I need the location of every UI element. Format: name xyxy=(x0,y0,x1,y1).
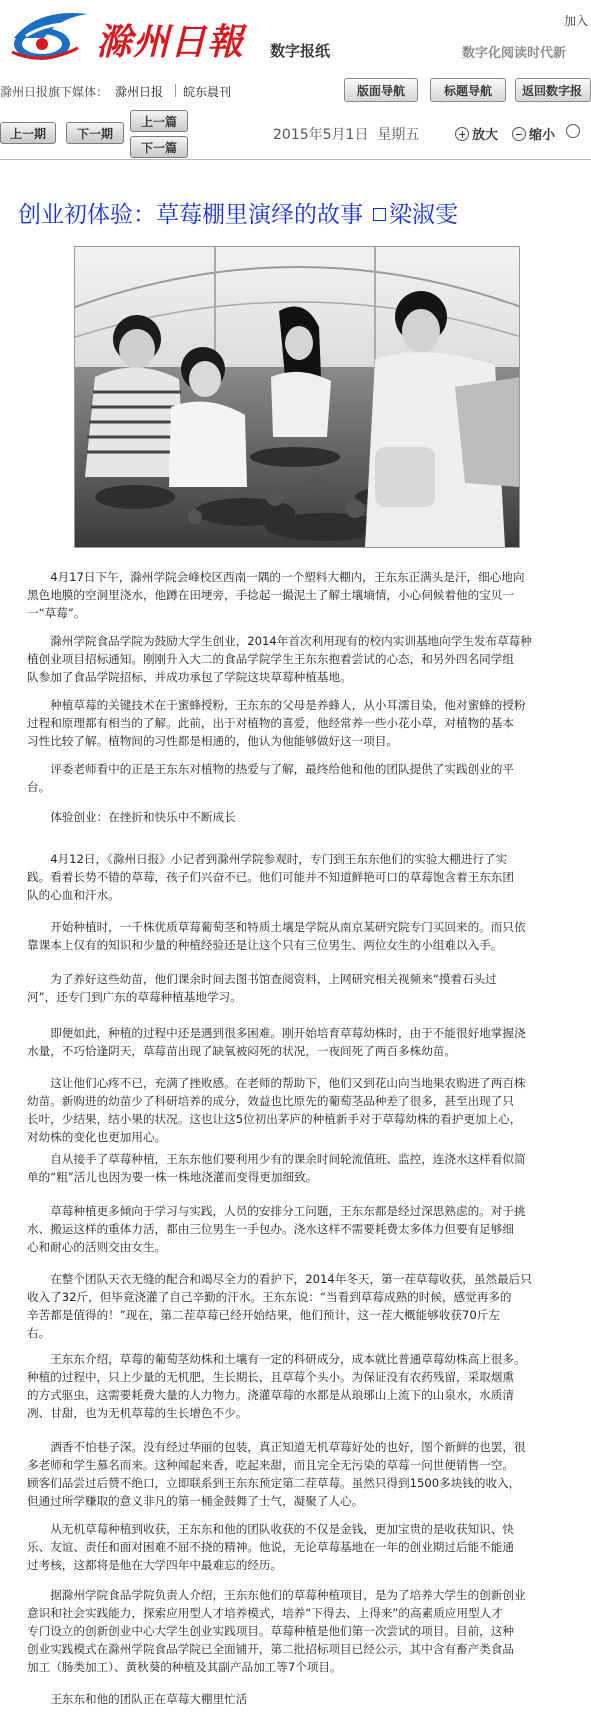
paragraph-3 xyxy=(27,696,575,750)
paragraph-line: 种植的过程中，只上少量的无机肥，生长期长，且草莓个头小。为保证没有农药残留，采取烟熏 xyxy=(27,1370,514,1384)
paragraph-line: 专门设立的创新创业中心大学生创业实践项目。草莓种植是他们第一次尝试的项目。目前，这种 xyxy=(27,1624,514,1638)
issue-date-value: 2015年5月1日 xyxy=(273,127,369,143)
newspaper-logo-icon xyxy=(8,8,94,64)
article-photo[interactable] xyxy=(74,246,520,548)
prev-issue-button[interactable]: 上一期 xyxy=(0,122,56,144)
paragraph-7 xyxy=(27,970,575,1006)
paragraph-line: 顾客们品尝过后赞不绝口，立即联系到王东东预定第二茬草莓。虽然只得到1500多块钱的收入， xyxy=(27,1476,521,1490)
zoom-out-label: 缩小 xyxy=(529,128,556,143)
author-box-icon xyxy=(373,208,386,221)
title-nav-button[interactable]: 标题导航 xyxy=(430,78,506,102)
paragraph-line: 冽、甘甜，也为无机草莓的生长增色不少。 xyxy=(27,1406,248,1420)
paragraph-line: 评委老师看中的正是王东东对植物的热爱与了解，最终给他和他的团队提供了实践创业的平 xyxy=(50,762,514,776)
section-subheading xyxy=(27,808,575,826)
paragraph-line: 但通过所学赚取的意义非凡的第一桶金鼓舞了士气，凝聚了人心。 xyxy=(27,1494,364,1508)
paragraph-line: 4月12日，《滁州日报》小记者到滁州学院参观时，专门到王东东他们的实验大棚进行了实 xyxy=(50,852,508,866)
paragraph-line: 据滁州学院食品学院负责人介绍，王东东他们的草莓种植项目，是为了培养大学生的创新创业 xyxy=(50,1588,526,1602)
reset-zoom-icon xyxy=(566,124,580,138)
paragraph-line: 即便如此，种植的过程中还是遇到很多困难。刚开始培育草莓幼株时，由于不能很好地掌握浇 xyxy=(50,1026,526,1040)
paragraph-2 xyxy=(27,632,575,686)
paragraph-line: 河”，还专门到广东的草莓种植基地学习。 xyxy=(27,990,242,1004)
paragraph-line: 一“草莓”。 xyxy=(27,606,86,620)
paragraph-line: 从无机草莓种植到收获，王东东和他的团队收获的不仅是金钱，更加宝贵的是收获知识、快 xyxy=(50,1522,514,1536)
paragraph-line: 开始种植时，一千株优质草莓葡萄茎和特质土壤是学院从南京某研究院专门买回来的。而只依 xyxy=(50,920,526,934)
digital-edition-label: 数字报纸 xyxy=(270,42,331,60)
paragraph-10 xyxy=(27,1150,575,1186)
media-label: 滁州日报旗下媒体： xyxy=(0,85,109,99)
paragraph-15 xyxy=(27,1520,575,1574)
zoom-in-button[interactable] xyxy=(455,124,498,143)
article-author: 梁淑雯 xyxy=(389,202,458,228)
paragraph-line: 滁州学院食品学院为鼓励大学生创业，2014年首次利用现有的校内实训基地向学生发布草莓种 xyxy=(50,634,532,648)
paragraph-line: 台。 xyxy=(27,780,51,794)
zoom-in-label: 放大 xyxy=(472,128,499,143)
prev-article-button[interactable]: 上一篇 xyxy=(130,110,188,132)
next-issue-button[interactable]: 下一期 xyxy=(66,122,124,144)
subheading-line: 体验创业：在挫折和快乐中不断成长 xyxy=(50,810,236,824)
paragraph-line: 乐、友谊、责任和面对困难不屈不挠的精神。他说，无论草莓基地在一年的创业期过后能不能通 xyxy=(27,1540,514,1554)
paragraph-13 xyxy=(27,1350,575,1422)
paragraph-line: 加工（肠类加工）、黄秋葵的种植及其副产品加工等7个项目。 xyxy=(27,1660,342,1674)
next-article-button[interactable]: 下一篇 xyxy=(130,136,188,158)
paragraph-6 xyxy=(27,918,575,954)
paragraph-line: 队参加了食品学院招标，并成功承包了学院这块草莓种植基地。 xyxy=(27,670,352,684)
paragraph-4 xyxy=(27,760,575,796)
paragraph-line: 对幼株的变化也更加用心。 xyxy=(27,1130,167,1144)
paragraph-1 xyxy=(27,568,575,622)
paragraph-line: 过程和原理都有相当的了解。此前，出于对植物的喜爱，他经常养一些小花小草，对植物的基本 xyxy=(27,716,514,730)
issue-weekday: 星期五 xyxy=(377,127,420,143)
slogan: 数字化阅读时代新 xyxy=(462,46,567,61)
paragraph-line: 意识和社会实践能力，探索应用型人才培养模式，培养“下得去、上得来”的高素质应用型人才 xyxy=(27,1606,503,1620)
paragraph-line: 队的心血和汗水。 xyxy=(27,888,120,902)
paragraph-8 xyxy=(27,1024,575,1060)
paragraph-line: 4月17日下午，滁州学院会峰校区西南一隅的一个塑料大棚内，王东东正满头是汗，细心地向 xyxy=(50,570,525,584)
photo-students-in-strawberry-greenhouse-icon xyxy=(75,247,520,548)
paragraph-line: 践。看着长势不错的草莓，孩子们兴奋不已。他们可能并不知道鲜艳可口的草莓饱含着王东东团 xyxy=(27,870,514,884)
photo-caption xyxy=(27,1690,575,1708)
paragraph-line: 创业实践模式在滁州学院食品学院已全面铺开，第二批招标项目已经公示，其中含有畜产类食品 xyxy=(27,1642,514,1656)
paragraph-line: 过考核，这都将是他在大学四年中最难忘的经历。 xyxy=(27,1558,283,1572)
page-nav-button[interactable]: 版面导航 xyxy=(344,78,418,102)
media-link-chuzhou-daily[interactable]: 滁州日报 xyxy=(115,85,164,99)
paragraph-line: 单的“粗”活儿也因为要一株一株地浇灌而变得更加细致。 xyxy=(27,1170,318,1184)
join-link[interactable]: 加入 xyxy=(564,14,589,28)
caption-line: 王东东和他的团队正在草莓大棚里忙活 xyxy=(50,1692,248,1706)
paragraph-line: 习性比较了解。植物间的习性都是相通的，他认为他能够做好这一项目。 xyxy=(27,734,399,748)
paragraph-line: 幼苗。新购进的幼苗少了科研培养的成分，效益也比原先的葡萄茎品种差了很多，甚至出现了只 xyxy=(27,1094,514,1108)
back-to-digital-button[interactable]: 返回数字报 xyxy=(515,78,591,102)
article-title-line xyxy=(18,196,588,229)
paragraph-12 xyxy=(27,1270,575,1342)
paragraph-line: 植创业项目招标通知。刚刚升入大二的食品学院学生王东东抱着尝试的心态，和另外四名同学组 xyxy=(27,652,514,666)
paragraph-line: 水、搬运这样的重体力活，都由三位男生一手包办。浇水这样不需要耗费太多体力但要有足够细 xyxy=(27,1222,514,1236)
paragraph-line: 王东东介绍，草莓的葡萄茎幼株和土壤有一定的科研成分，成本就比普通草莓幼株高上很多。 xyxy=(50,1352,526,1366)
paragraph-line: 水量，不巧恰逢阴天，草莓苗出现了缺氧被闷死的状况，一夜间死了两百多株幼苗。 xyxy=(27,1044,456,1058)
zoom-out-button[interactable] xyxy=(512,124,555,143)
paragraph-16 xyxy=(27,1586,575,1676)
zoom-out-icon xyxy=(512,127,526,141)
paragraph-line: 种植草莓的关键技术在于蜜蜂授粉，王东东的父母是养蜂人，从小耳濡目染，他对蜜蜂的授粉 xyxy=(50,698,526,712)
paragraph-line: 酒香不怕巷子深。没有经过华丽的包装，真正知道无机草莓好处的也好，图个新鲜的也罢，很 xyxy=(50,1440,526,1454)
paragraph-line: 收入了32斤，但毕竟浇灌了自己辛勤的汗水。王东东说：“当看到草莓成熟的时候，感觉再多的 xyxy=(27,1290,512,1304)
paragraph-line: 多老师和学生慕名而来。这种闻起来香，吃起来甜，而且完全无污染的草莓一问世便销售一空。 xyxy=(27,1458,514,1472)
masthead xyxy=(0,0,591,72)
paragraph-line: 的方式驱虫，这需要耗费大量的人力物力。浇灌草莓的水都是从琅琊山上流下的山泉水，水质清 xyxy=(27,1388,514,1402)
paragraph-14 xyxy=(27,1438,575,1510)
zoom-in-icon xyxy=(455,127,469,141)
paragraph-line: 这让他们心疼不已，充满了挫败感。在老师的帮助下，他们又到花山向当地果农购进了两百株 xyxy=(50,1076,526,1090)
paragraph-9 xyxy=(27,1074,575,1146)
paragraph-line: 靠课本上仅有的知识和少量的种植经验还是让这个只有三位男生、两位女生的小组难以入手。 xyxy=(27,938,503,952)
reset-zoom-button[interactable] xyxy=(566,124,583,138)
paragraph-line: 黑色地膜的空洞里浇水，他蹲在田埂旁，手捻起一撮泥土了解土壤墒情，小心伺候着他的宝贝一 xyxy=(27,588,514,602)
paragraph-line: 为了养好这些幼苗，他们课余时间去图书馆查阅资料，上网研究相关视频来“摸着石头过 xyxy=(50,972,497,986)
paragraph-5 xyxy=(27,850,575,904)
paragraph-line: 长叶，少结果，结小果的状况。这也让这5位初出茅庐的种植新手对于草莓幼株的看护更加上心， xyxy=(27,1112,522,1126)
page-controls xyxy=(0,108,591,160)
media-divider xyxy=(175,84,176,97)
paragraph-line: 在整个团队天衣无缝的配合和竭尽全力的看护下，2014年冬天，第一茬草莓收获，虽然最后只 xyxy=(50,1272,532,1286)
media-link-wandong-morning[interactable]: 皖东晨刊 xyxy=(183,85,232,99)
media-strip xyxy=(0,74,591,106)
paragraph-line: 右。 xyxy=(27,1326,51,1340)
paragraph-line: 辛苦都是值得的！”现在，第二茬草莓已经开始结果，他们预计，这一茬大概能够收获70斤左 xyxy=(27,1308,500,1322)
paragraph-line: 草莓种植更多倾向于学习与实践，人员的安排分工问题，王东东都是经过深思熟虑的。对于挑 xyxy=(50,1204,526,1218)
paragraph-line: 自从接手了草莓种植，王东东他们要利用少有的课余时间轮流值班、监控，连浇水这样看似简 xyxy=(50,1152,526,1166)
issue-date xyxy=(273,124,419,144)
paragraph-11 xyxy=(27,1202,575,1256)
paragraph-line: 心和耐心的活则交由女生。 xyxy=(27,1240,167,1254)
article-title: 创业初体验：草莓棚里演绎的故事 xyxy=(18,202,363,228)
newspaper-name[interactable]: 滁州日報 xyxy=(96,21,245,63)
